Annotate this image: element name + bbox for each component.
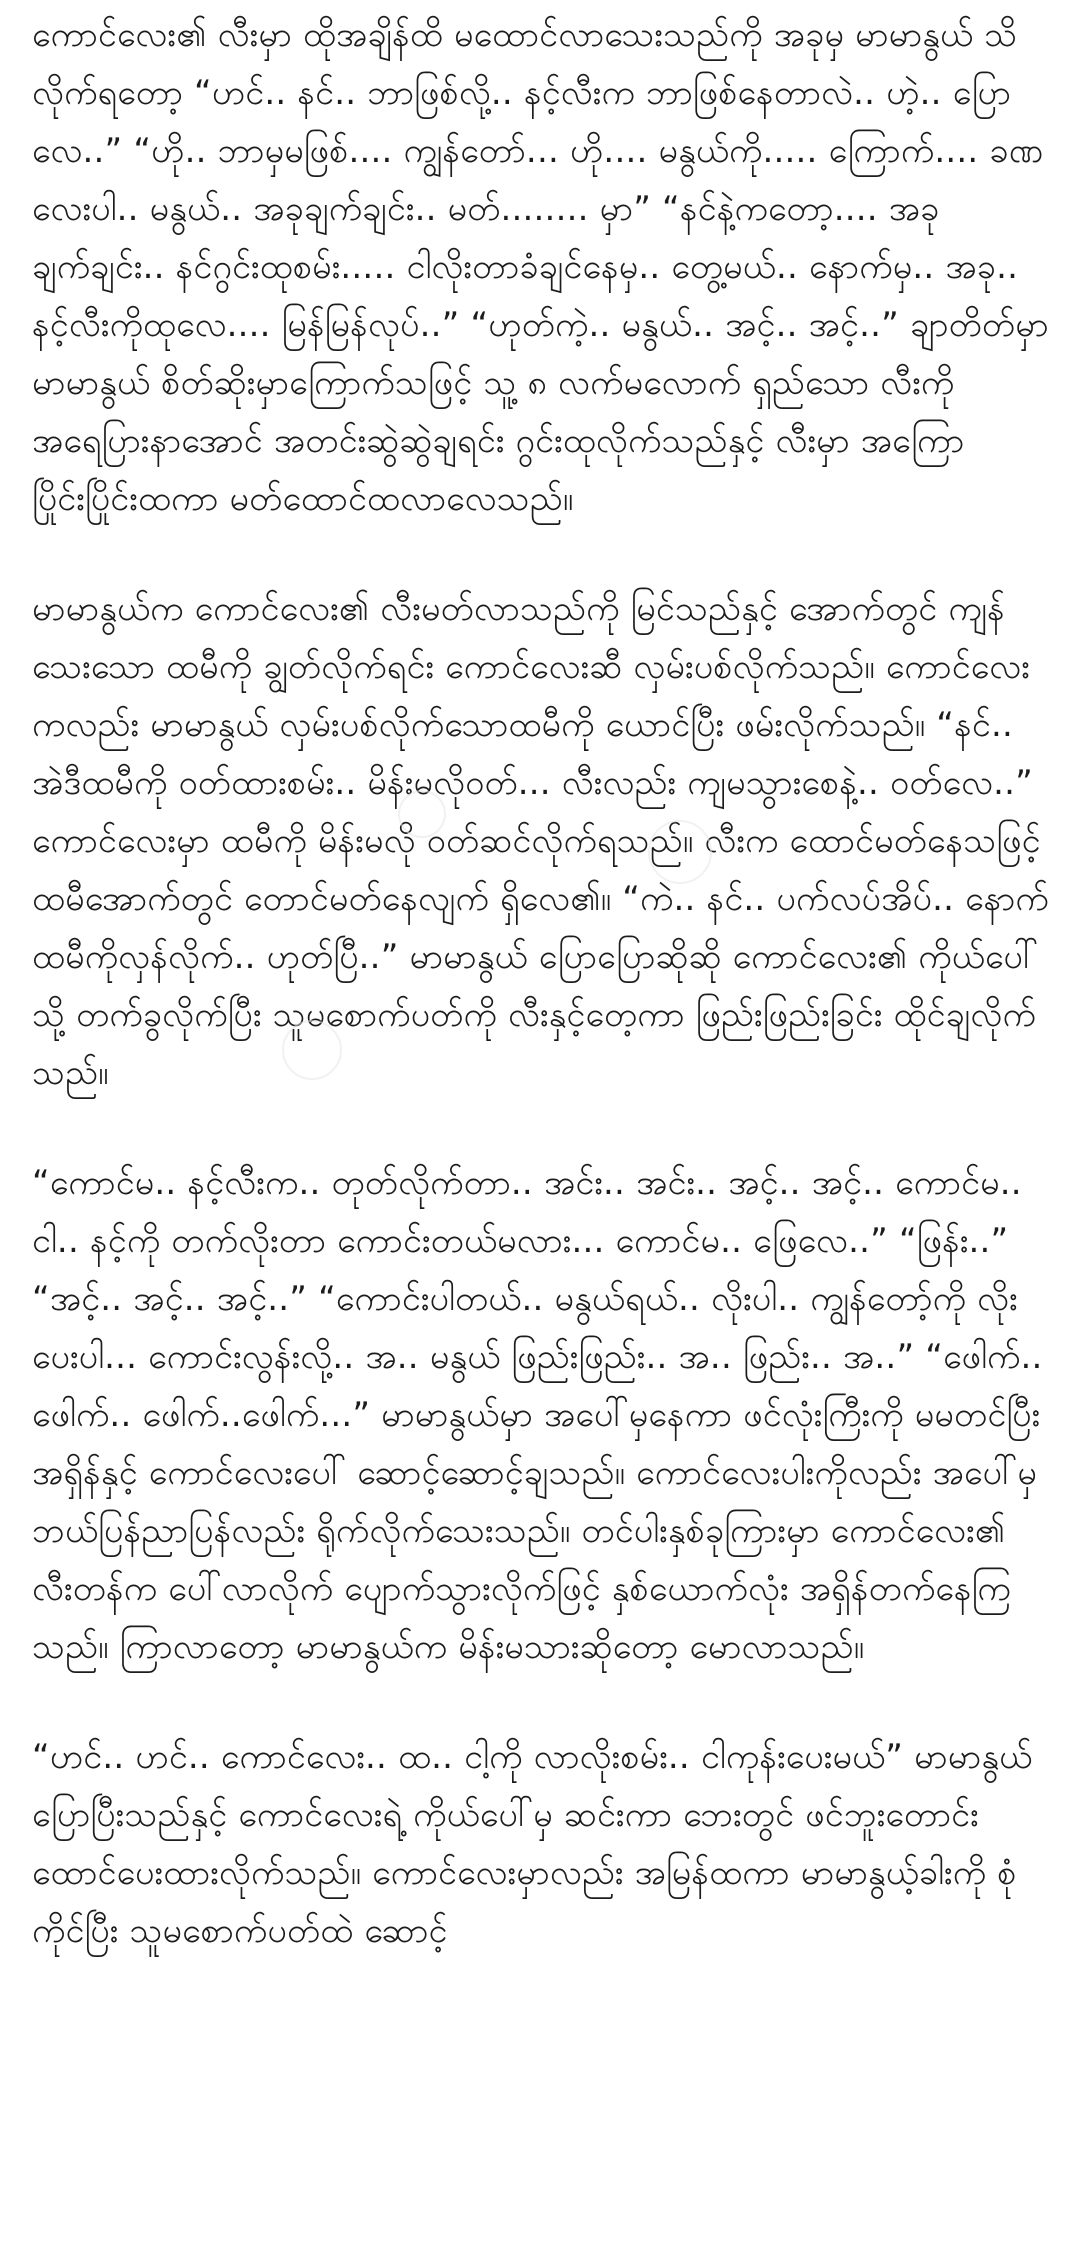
article-paragraph-3: “ကောင်မ.. နင့်လီးက.. တုတ်လိုက်တာ.. အင်း.. အင်း.. အင့်.. အင့်.. ကောင်မ.. ငါ.. နင့်ကို တက်လိုးတာ ကောင်းတယ်မလား... ကောင်မ.. ဖြေလေ..” “ဖြန်း..” “အင့်.. အင့်.. အင့်..” “ကောင်းပါတယ်.. မနွယ်ရယ်.. လိုးပါ.. ကျွန်တော့်ကို လိုးပေးပါ... ကောင်းလွန်းလို့.. အ.. မနွယ် ဖြည်းဖြည်း.. အ.. ဖြည်း.. အ..” “ဖေါက်.. ဖေါက်.. ဖေါက်..ဖေါက်...” မာမာနွယ်မှာ အပေါ်မှနေကာ ဖင်လုံးကြီးကို မမတင်ပြီး အရှိန်နှင့် ကောင်လေးပေါ် ဆောင့်ဆောင့်ချသည်။ ကောင်လေးပါးကိုလည်း အပေါ်မှ ဘယ်ပြန်ညာပြန်လည်း ရိုက်လိုက်သေးသည်။ တင်ပါးနှစ်ခုကြားမှာ ကောင်လေး၏ လီးတန်က ပေါ်လာလိုက် ပျောက်သွားလိုက်ဖြင့် နှစ်ယောက်လုံး အရှိန်တက်နေကြသည်။ ကြာလာတော့ မာမာနွယ်က မိန်းမသားဆိုတော့ မောလာသည်။ (32, 1163, 1043, 1667)
article-paragraph-2: မာမာနွယ်က ကောင်လေး၏ လီးမတ်လာသည်ကို မြင်သည်နှင့် အောက်တွင် ကျန်သေးသော ထမီကို ချွတ်လိုက်ရင်း ကောင်လေးဆီ လှမ်းပစ်လိုက်သည်။ ကောင်လေးကလည်း မာမာနွယ် လှမ်းပစ်လိုက်သောထမီကို ယောင်ပြီး ဖမ်းလိုက်သည်။ “နင်.. အဲဒီထမီကို ဝတ်ထားစမ်း.. မိန်းမလိုဝတ်... လီးလည်း ကျမသွားစေနဲ့.. ဝတ်လေ..” ကောင်လေးမှာ ထမီကို မိန်းမလို ဝတ်ဆင်လိုက်ရသည်။ လီးက ထောင်မတ်နေသဖြင့် ထမီအောက်တွင် တောင်မတ်နေလျက် ရှိလေ၏။ “ကဲ.. နင်.. ပက်လပ်အိပ်.. နောက် ထမီကိုလှန်လိုက်.. ဟုတ်ပြီ..” မာမာနွယ် ပြောပြောဆိုဆို ကောင်လေး၏ ကိုယ်ပေါ်သို့ တက်ခွလိုက်ပြီး သူမစောက်ပတ်ကို လီးနှင့်တေ့ကာ ဖြည်းဖြည်းခြင်း ထိုင်ချလိုက်သည်။ (32, 589, 1049, 1093)
article-paragraph-4: “ဟင်.. ဟင်.. ကောင်လေး.. ထ.. ငါ့ကို လာလိုးစမ်း.. ငါကုန်းပေးမယ်” မာမာနွယ် ပြောပြီးသည်နှင့် ကောင်လေးရဲ့ ကိုယ်ပေါ်မှ ဆင်းကာ ဘေးတွင် ဖင်ဘူးတောင်း ထောင်ပေးထားလိုက်သည်။ ကောင်လေးမှာလည်း အမြန်ထကာ မာမာနွယ့်ခါးကို စုံကိုင်ပြီး သူမစောက်ပတ်ထဲ ဆောင့် (32, 1737, 1033, 1951)
article-body (32, 6, 1052, 1960)
article-paragraph-1: ကောင်လေး၏ လီးမှာ ထိုအချိန်ထိ မထောင်လာသေးသည်ကို အခုမှ မာမာနွယ် သိလိုက်ရတော့ “ဟင်.. နင်.. ဘာဖြစ်လို့.. နင့်လီးက ဘာဖြစ်နေတာလဲ.. ဟဲ့.. ပြောလေ..” “ဟို.. ဘာမှမဖြစ်.... ကျွန်တော်... ဟို.... မနွယ်ကို..... ကြောက်.... ခဏလေးပါ.. မနွယ်.. အခုချက်ချင်း.. မတ်........ မှာ” “နင်နဲ့ကတော့.... အခုချက်ချင်း.. နင်ဂွင်းထုစမ်း..... ငါလိုးတာခံချင်နေမှ.. တွေ့မယ်.. နောက်မှ.. အခု.. နင့်လီးကိုထုလေ.... မြန်မြန်လုပ်..” “ဟုတ်ကဲ့.. မနွယ်.. အင့်.. အင့်..” ချာတိတ်မှာ မာမာနွယ် စိတ်ဆိုးမှာကြောက်သဖြင့် သူ့ ၈ လက်မလောက် ရှည်သော လီးကို အရေပြားနာအောင် အတင်းဆွဲဆွဲချရင်း ဂွင်းထုလိုက်သည်နှင့် လီးမှာ အကြောပြိုင်းပြိုင်းထကာ မတ်ထောင်ထလာလေသည်။ (32, 15, 1049, 519)
